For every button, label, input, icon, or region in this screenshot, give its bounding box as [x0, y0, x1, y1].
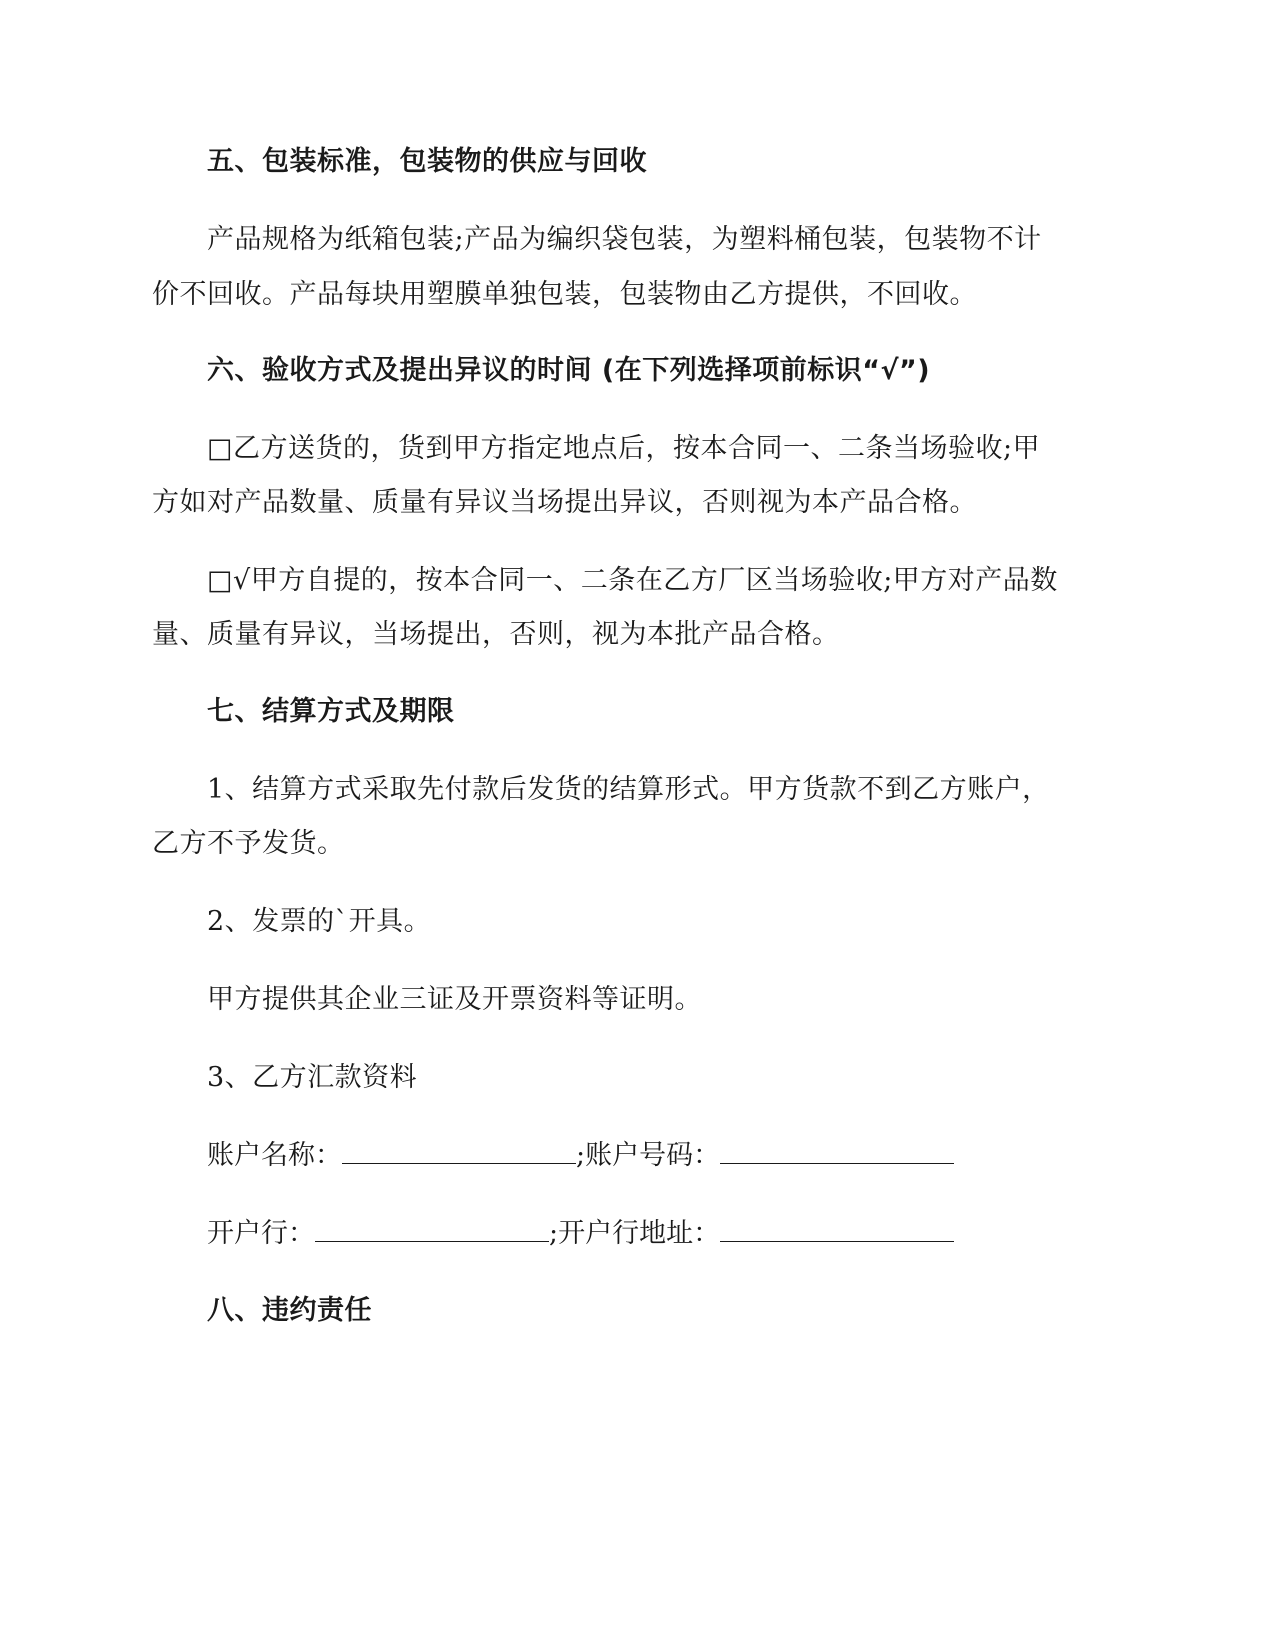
account-fields-row — [207, 1138, 954, 1174]
section-six-heading: 六、验收方式及提出异议的时间 (在下列选择项前标识“√”) — [207, 355, 931, 386]
section-six-option-2-line-1: □√甲方自提的，按本合同一、二条在乙方厂区当场验收;甲方对产品数 — [207, 565, 1058, 596]
bank-label: 开户行： — [207, 1218, 315, 1249]
bank-address-label: ;开户行地址： — [549, 1218, 721, 1249]
bank-address-blank[interactable] — [720, 1217, 954, 1242]
section-six-option-1-line-1: □乙方送货的，货到甲方指定地点后，按本合同一、二条当场验收;甲 — [207, 433, 1041, 464]
section-five-paragraph-line-2: 价不回收。产品每块用塑膜单独包装，包装物由乙方提供，不回收。 — [152, 279, 977, 310]
section-seven-item-2: 2、发票的`开具。 — [207, 906, 432, 937]
account-number-blank[interactable] — [720, 1139, 954, 1164]
section-seven-item-1-line-1: 1、结算方式采取先付款后发货的结算形式。甲方货款不到乙方账户， — [207, 774, 1050, 805]
account-name-blank[interactable] — [342, 1139, 576, 1164]
account-name-label: 账户名称： — [207, 1140, 342, 1171]
section-eight-heading: 八、违约责任 — [207, 1295, 372, 1326]
section-six-option-2-line-2: 量、质量有异议，当场提出，否则，视为本批产品合格。 — [152, 619, 840, 650]
section-seven-heading: 七、结算方式及期限 — [207, 696, 455, 727]
section-five-heading: 五、包装标准，包装物的供应与回收 — [207, 146, 647, 177]
bank-blank[interactable] — [315, 1217, 549, 1242]
bank-fields-row — [207, 1216, 954, 1252]
section-seven-item-1-line-2: 乙方不予发货。 — [152, 828, 345, 859]
section-five-paragraph-line-1: 产品规格为纸箱包装;产品为编织袋包装，为塑料桶包装，包装物不计 — [207, 224, 1042, 255]
section-seven-item-3: 3、乙方汇款资料 — [207, 1062, 418, 1093]
account-number-label: ;账户号码： — [576, 1140, 721, 1171]
section-seven-item-2-detail: 甲方提供其企业三证及开票资料等证明。 — [207, 984, 702, 1015]
section-six-option-1-line-2: 方如对产品数量、质量有异议当场提出异议，否则视为本产品合格。 — [152, 487, 977, 518]
